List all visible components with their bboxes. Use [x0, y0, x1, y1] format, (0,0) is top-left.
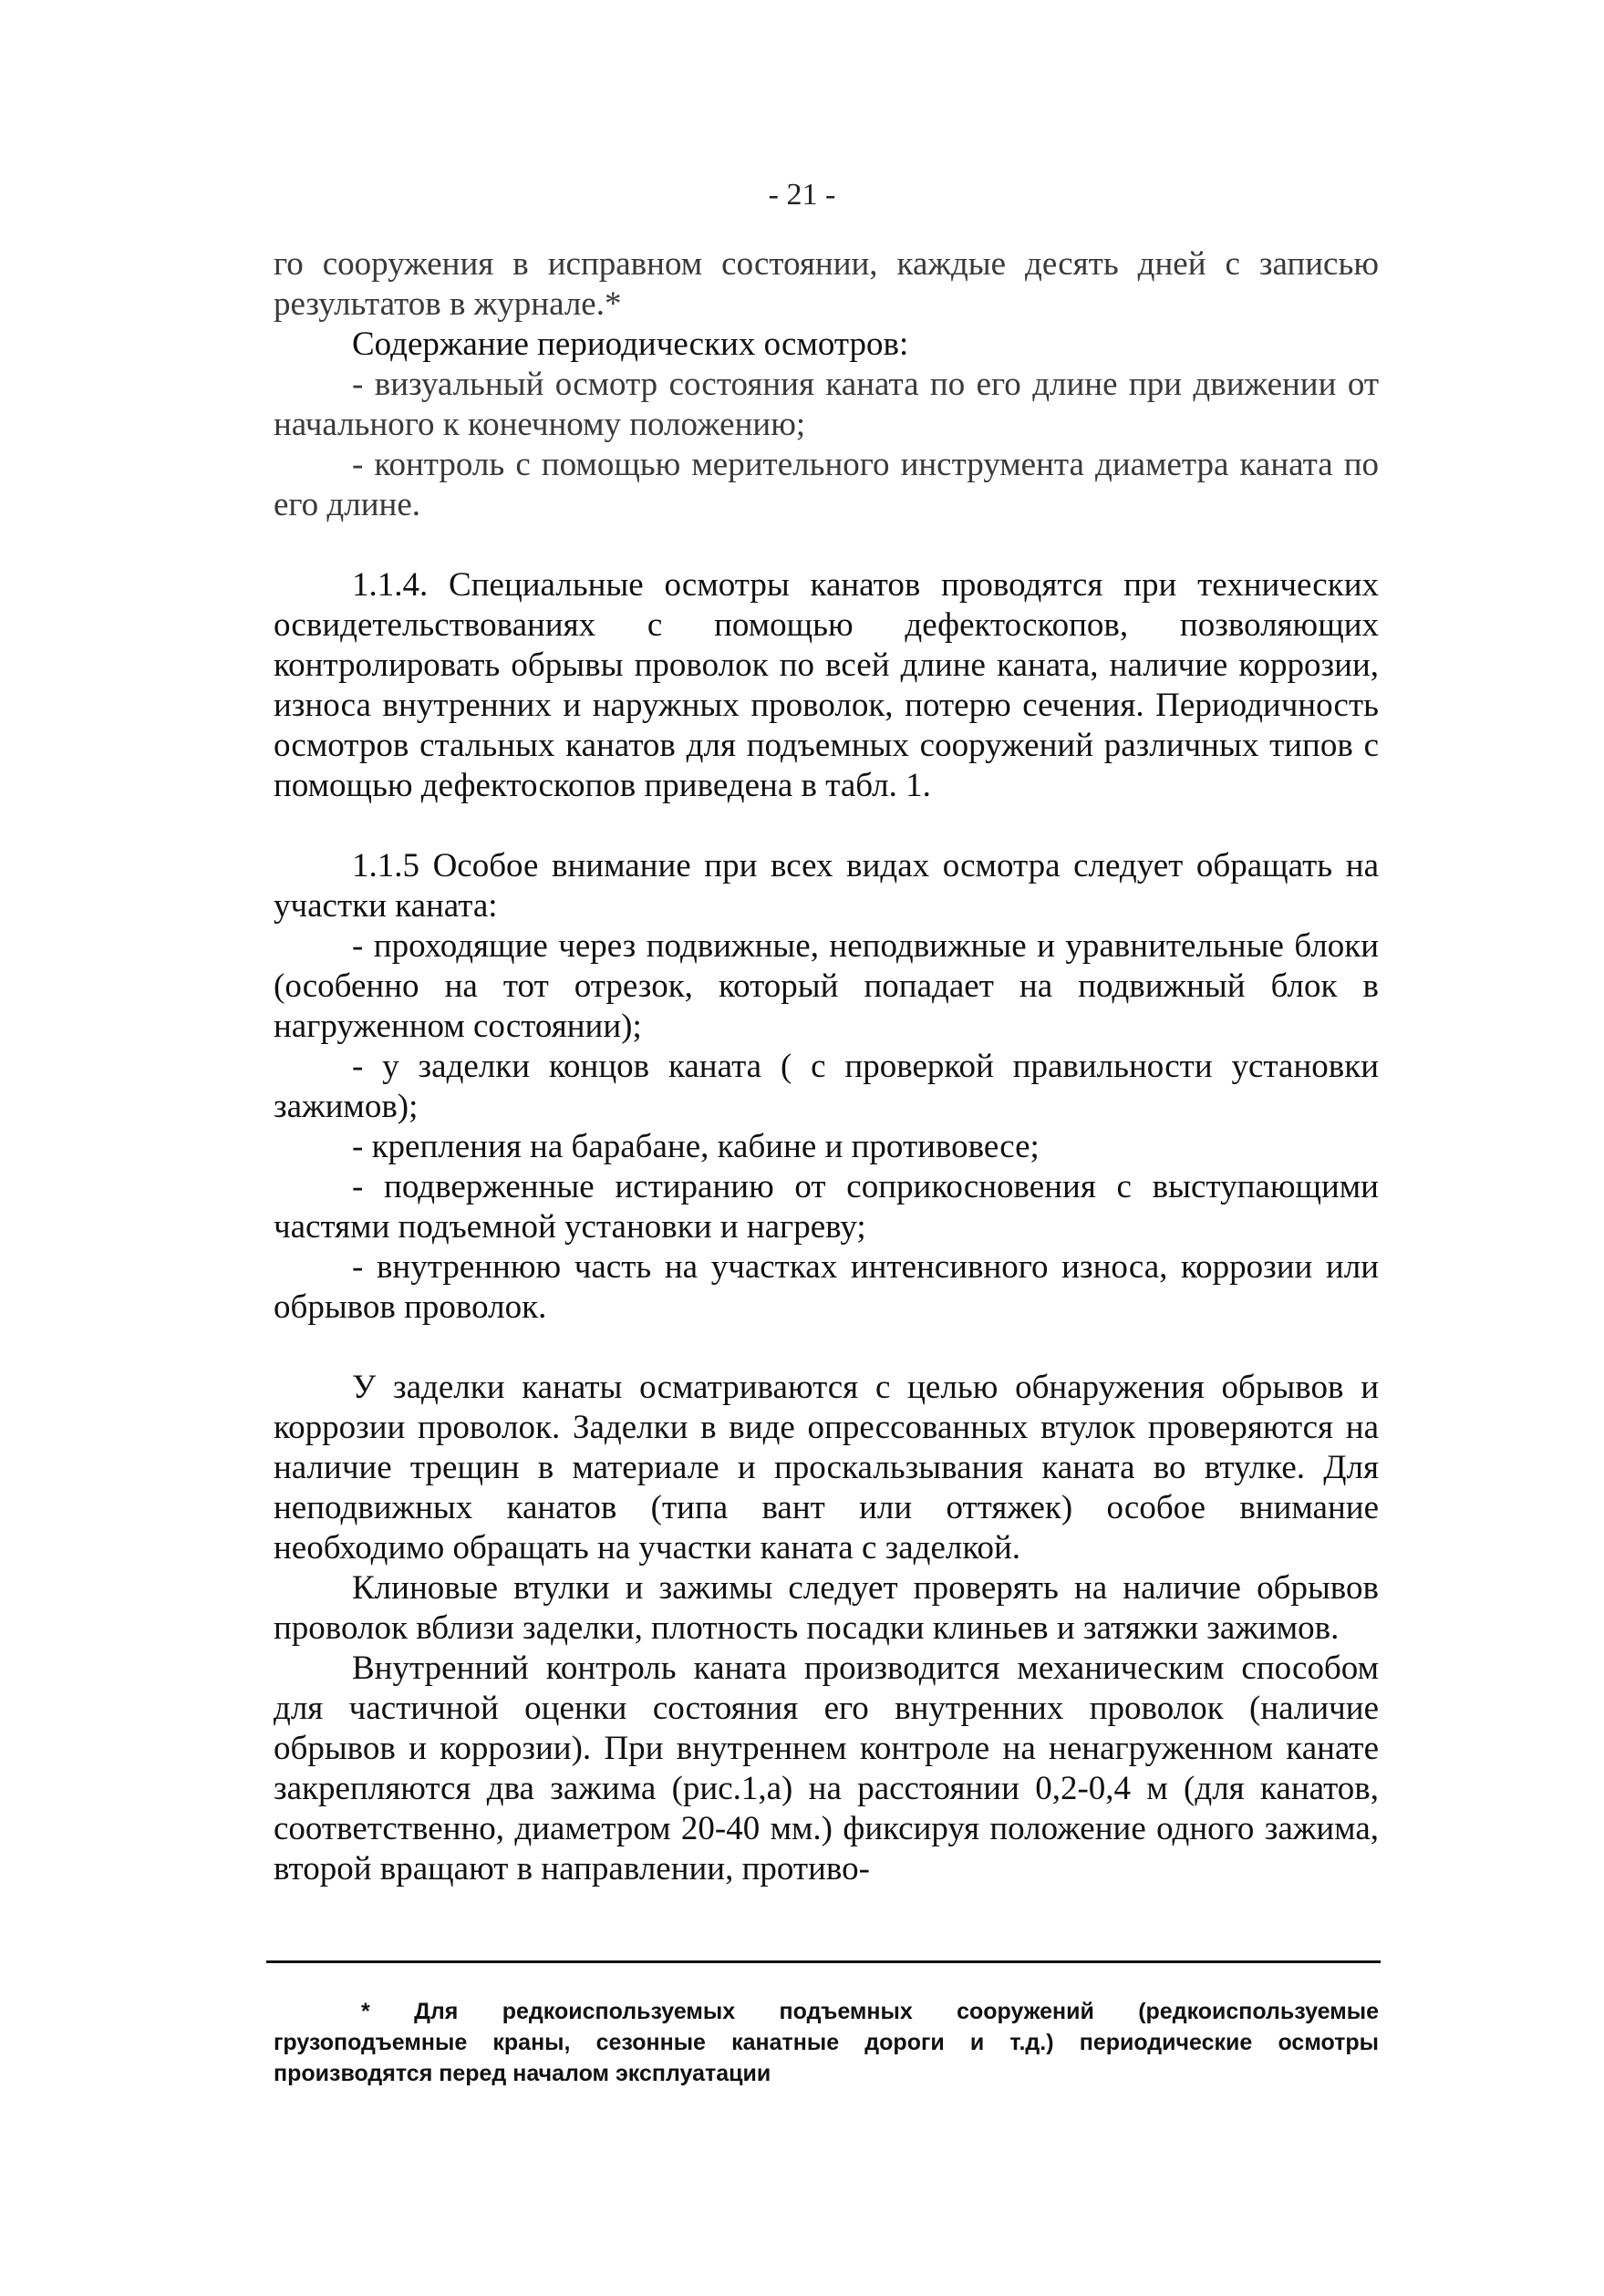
- paragraph-periodic-heading: Содержание периодических осмотров:: [352, 326, 909, 363]
- paragraph-terminations: У заделки канаты осматриваются с целью обнаружения обрывов и коррозии проволок. Заделки в виде опрессованных втулок проверяются на наличие трещин в материале и проскальзывания каната во втулке. Для неподвижных канатов (типа вант или оттяжек) особое внимание необходимо обращать на участки каната с заделкой.: [274, 1369, 1379, 1567]
- body-text: [274, 244, 1379, 1889]
- list-item-internal-part: - внутреннюю часть на участках интенсивного износа, коррозии или обрывов проволок.: [274, 1248, 1379, 1326]
- list-item-diameter-control: - контроль с помощью мерительного инструмента диаметра каната по его длине.: [274, 446, 1379, 523]
- paragraph-1-1-4: 1.1.4. Специальные осмотры канатов проводятся при технических освидетельствованиях с помощью дефектоскопов, позволяющих контролировать обрывы проволок по всей длине каната, наличие коррозии, износа внутренних и наружных проволок, потерю сечения. Периодичность осмотров стальных канатов для подъемных сооружений различных типов с помощью дефектоскопов приведена в табл. 1.: [274, 566, 1379, 804]
- list-item-visual-inspection: - визуальный осмотр состояния каната по его длине при движении от начального к конечному положению;: [274, 366, 1379, 443]
- spacer: [274, 806, 1379, 846]
- list-item-drum-fastening: - крепления на барабане, кабине и противовесе;: [352, 1128, 1040, 1165]
- paragraph-continuation: го сооружения в исправном состоянии, каждые десять дней с записью результатов в журнале.*: [274, 245, 1379, 323]
- paragraph-wedge-sockets: Клиновые втулки и зажимы следует проверять на наличие обрывов проволок вблизи заделки, плотность посадки клиньев и затяжки зажимов.: [274, 1569, 1379, 1647]
- footnote-separator: [266, 1960, 1381, 1963]
- paragraph-1-1-5: 1.1.5 Особое внимание при всех видах осмотра следует обращать на участки каната:: [274, 847, 1379, 925]
- list-item-terminations: - у заделки концов каната ( с проверкой правильности установки зажимов);: [274, 1048, 1379, 1125]
- spacer: [274, 1328, 1379, 1368]
- page-number: - 21 -: [768, 178, 836, 212]
- spacer: [274, 525, 1379, 565]
- list-item-blocks: - проходящие через подвижные, неподвижные и уравнительные блоки (особенно на тот отрезок, который попадает на подвижный блок в нагруженном состоянии);: [274, 927, 1379, 1045]
- footnote: * Для редкоиспользуемых подъемных сооружений (редкоиспользуемые грузоподъемные краны, сезонные канатные дороги и т.д.) периодические осмотры производятся перед началом эксплуатации: [274, 1999, 1379, 2086]
- paragraph-internal-control: Внутренний контроль каната производится механическим способом для частичной оценки состояния его внутренних проволок (наличие обрывов и коррозии). При внутреннем контроле на ненагруженном канате закрепляются два зажима (рис.1,а) на расстоянии 0,2-0,4 м (для канатов, соответственно, диаметром 20-40 мм.) фиксируя положение одного зажима, второй вращают в направлении, противо-: [274, 1650, 1379, 1887]
- list-item-abrasion: - подверженные истиранию от соприкосновения с выступающими частями подъемной установки и нагреву;: [274, 1168, 1379, 1246]
